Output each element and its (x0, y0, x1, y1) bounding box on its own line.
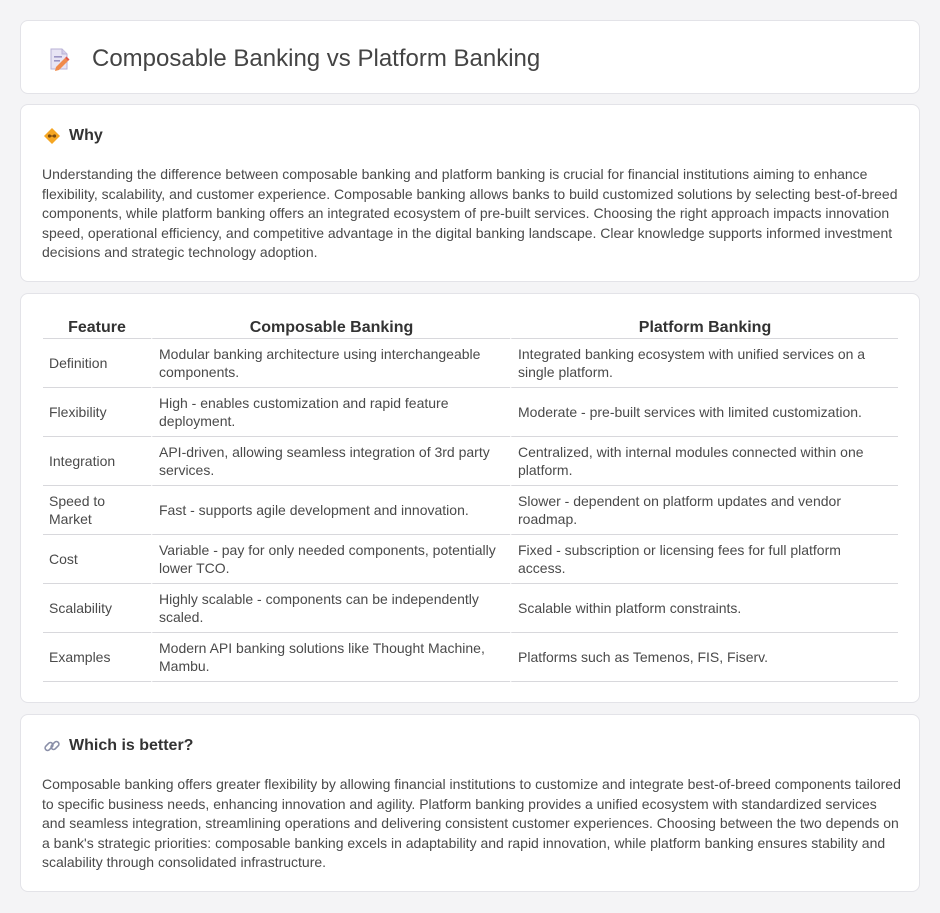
composable-cell: API-driven, allowing seamless integration of 3rd party services. (151, 437, 510, 486)
better-heading (43, 737, 193, 755)
composable-cell: Modern API banking solutions like Thought Machine, Mambu. (151, 633, 510, 682)
why-heading (43, 127, 103, 145)
header-platform: Platform Banking (510, 317, 898, 339)
composable-cell: Variable - pay for only needed components, potentially lower TCO. (151, 535, 510, 584)
header-feature: Feature (43, 317, 151, 339)
why-text: Understanding the difference between composable banking and platform banking is crucial for financial institutions aiming to enhance flexibility, scalability, and customer experience. Composable banking allows banks to build customized solutions by selecting best-of-breed components, while platform banking offers an integrated ecosystem of pre-built services. Choosing the right approach impacts innovation speed, operational efficiency, and competitive advantage in the digital banking landscape. Clear knowledge supports informed investment decisions and strategic technology adoption. (42, 166, 898, 261)
platform-cell: Centralized, with internal modules connected within one platform. (510, 437, 898, 486)
header-card (20, 20, 920, 94)
header-composable: Composable Banking (151, 317, 510, 339)
table-row (43, 633, 898, 682)
platform-cell: Platforms such as Temenos, FIS, Fiserv. (510, 633, 898, 682)
table-row (43, 486, 898, 535)
feature-cell: Examples (43, 633, 151, 682)
feature-cell: Flexibility (43, 388, 151, 437)
comparison-section (20, 293, 920, 703)
table-row (43, 437, 898, 486)
better-title: Which is better? (69, 737, 194, 754)
composable-cell: Highly scalable - components can be independently scaled. (151, 584, 510, 633)
better-text: Composable banking offers greater flexibility by allowing financial institutions to customize and integrate best-of-breed components tailored to specific business needs, enhancing innovation and agility. Platform banking provides a unified ecosystem with standardized services and seamless integration, streamlining operations and delivering consistent customer experiences. Choosing between the two depends on a bank's strategic priorities: composable banking excels in adaptability and rapid innovation, while platform banking ensures stability and scalability through consolidated infrastructure. (42, 776, 901, 871)
table-row (43, 388, 898, 437)
platform-cell: Slower - dependent on platform updates and vendor roadmap. (510, 486, 898, 535)
platform-cell: Scalable within platform constraints. (510, 584, 898, 633)
document-edit-icon (48, 47, 70, 71)
link-icon (43, 737, 61, 755)
platform-cell: Fixed - subscription or licensing fees for full platform access. (510, 535, 898, 584)
table-header-row (43, 317, 898, 339)
platform-cell: Integrated banking ecosystem with unified services on a single platform. (510, 339, 898, 388)
feature-cell: Integration (43, 437, 151, 486)
composable-cell: Modular banking architecture using interchangeable components. (151, 339, 510, 388)
feature-cell: Scalability (43, 584, 151, 633)
page-title: Composable Banking vs Platform Banking (92, 45, 541, 72)
composable-cell: High - enables customization and rapid feature deployment. (151, 388, 510, 437)
feature-cell: Speed to Market (43, 486, 151, 535)
composable-cell: Fast - supports agile development and innovation. (151, 486, 510, 535)
diamond-sign-icon (43, 127, 61, 145)
why-title: Why (69, 127, 103, 144)
table-row (43, 584, 898, 633)
comparison-table (43, 317, 898, 682)
feature-cell: Cost (43, 535, 151, 584)
platform-cell: Moderate - pre-built services with limited customization. (510, 388, 898, 437)
table-row (43, 535, 898, 584)
which-better-section (20, 714, 920, 892)
why-section (20, 104, 920, 282)
table-row (43, 339, 898, 388)
feature-cell: Definition (43, 339, 151, 388)
